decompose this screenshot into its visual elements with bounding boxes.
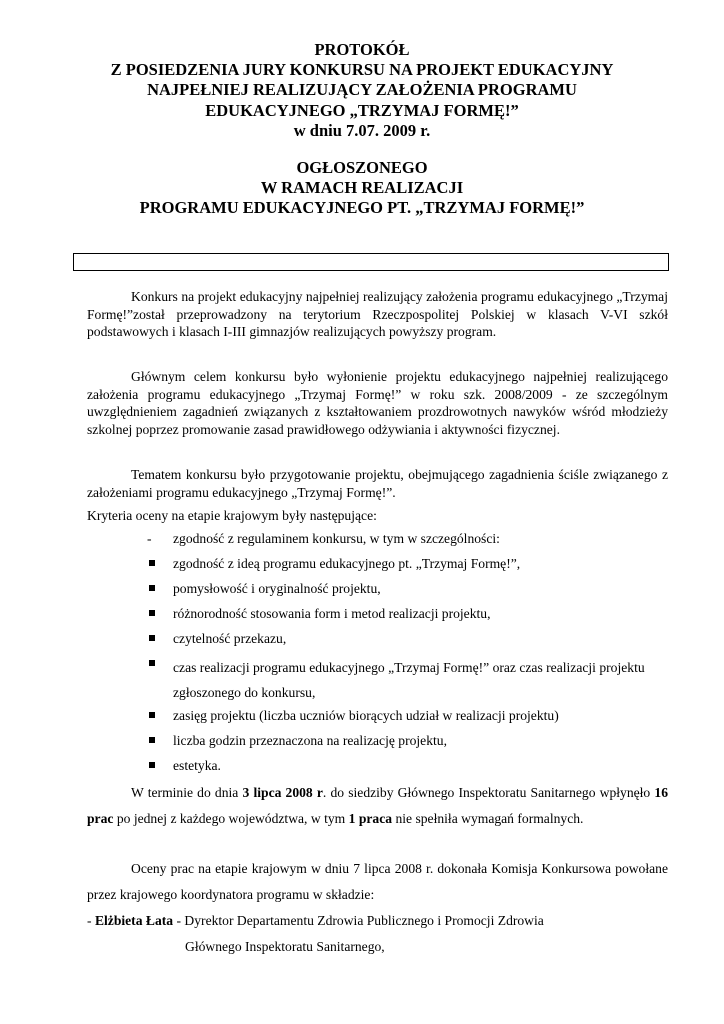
list-item (147, 732, 667, 749)
dash-bullet: - (147, 531, 152, 546)
title-line: EDUKACYJNEGO „TRZYMAJ FORMĘ!” (205, 100, 519, 120)
list-item-text: zgodność z ideą programu edukacyjnego pt. „Trzymaj Formę!”, (173, 556, 521, 571)
title-line: PROTOKÓŁ (314, 40, 410, 59)
paragraph-committee: Oceny prac na etapie krajowym w dniu 7 lipca 2008 r. dokonała Komisja Konkursowa powołane przez krajowego koordynatora programu w składzie: (87, 861, 668, 902)
list-item (147, 707, 667, 724)
square-bullet-icon (149, 635, 155, 641)
title-line: NAJPEŁNIEJ REALIZUJĄCY ZAŁOŻENIA PROGRAMU (147, 80, 577, 100)
list-item-text: zasięg projektu (liczba uczniów biorących udział w realizacji projektu) (173, 708, 559, 723)
paragraph-topic: Tematem konkursu było przygotowanie projektu, obejmującego zagadnienia ściśle związanego z założeniami programu edukacyjnego „Trzymaj Formę!”. (87, 467, 668, 500)
text-run: po jednej z każdego województwa, w tym (113, 811, 349, 826)
list-item (147, 580, 667, 597)
text-run: . do siedziby Głównego Inspektoratu Sanitarnego wpłynęło (322, 785, 655, 800)
dash-bullet: - (87, 913, 95, 928)
list-item (147, 555, 667, 572)
title-line: w dniu 7.07. 2009 r. (293, 120, 431, 140)
square-bullet-icon (149, 585, 155, 591)
title-line: Z POSIEDZENIA JURY KONKURSU NA PROJEKT EDUKACYJNY (110, 60, 614, 80)
paragraph-goal: Głównym celem konkursu było wyłonienie projektu edukacyjnego najpełniej realizującego założenia programu edukacyjnego „Trzymaj Formę!” w roku szk. 2008/2009 - ze szczególnym uwzględnieniem zagadnień związanych z kształtowaniem prozdrowotnych nawyków wśród młodzieży szkolnej poprzez promowanie zasad prawidłowego odżywiania i aktywności fizycznej. (87, 369, 668, 437)
rejected-count: 1 praca (348, 811, 393, 826)
list-item (147, 530, 667, 547)
subtitle-line: OGŁOSZONEGO (296, 158, 428, 177)
submission-count: 16 prac (87, 785, 668, 826)
subtitle-line: PROGRAMU EDUKACYJNEGO PT. „TRZYMAJ FORMĘ!” (139, 198, 585, 218)
member-line (87, 908, 687, 934)
document-subtitle (60, 158, 664, 219)
text-run: nie spełniła wymagań formalnych. (392, 811, 584, 826)
list-item-text: czas realizacji programu edukacyjnego „Trzymaj Formę!” oraz czas realizacji projektu zgłoszonego do konkursu, (173, 660, 645, 700)
square-bullet-icon (149, 712, 155, 718)
list-item (147, 655, 667, 705)
member-name: Elżbieta Łata (94, 913, 174, 928)
committee-member (87, 908, 687, 960)
deadline-date: 3 lipca 2008 r (242, 785, 323, 800)
criteria-heading: Kryteria oceny na etapie krajowym były następujące: (87, 508, 377, 523)
square-bullet-icon (149, 660, 155, 666)
square-bullet-icon (149, 762, 155, 768)
list-item-text: zgodność z regulaminem konkursu, w tym w szczególności: (173, 531, 500, 546)
square-bullet-icon (149, 737, 155, 743)
criteria-list (147, 530, 667, 782)
text-run: W terminie do dnia (131, 785, 243, 800)
document-title (60, 40, 664, 141)
subtitle-line: W RAMACH REALIZACJI (260, 178, 464, 198)
square-bullet-icon (149, 610, 155, 616)
empty-bordered-box (73, 253, 669, 271)
square-bullet-icon (149, 560, 155, 566)
paragraph-submissions (87, 780, 668, 832)
list-item (147, 757, 667, 774)
list-item (147, 605, 667, 622)
paragraph-intro: Konkurs na projekt edukacyjny najpełniej realizujący założenia programu edukacyjnego „Trzymaj Formę!”został przeprowadzony na terytorium Rzeczpospolitej Polskiej w klasach V-VI szkół podstawowych i klasach I-III gimnazjów realizujących powyższy program. (87, 289, 668, 339)
list-item-text: różnorodność stosowania form i metod realizacji projektu, (173, 606, 491, 621)
list-item-text: estetyka. (173, 758, 221, 773)
member-role-continued: Głównego Inspektoratu Sanitarnego, (185, 939, 385, 954)
list-item-text: czytelność przekazu, (173, 631, 287, 646)
list-item-text: pomysłowość i oryginalność projektu, (173, 581, 381, 596)
member-role: - Dyrektor Departamentu Zdrowia Publicznego i Promocji Zdrowia (173, 913, 544, 928)
list-item (147, 630, 667, 647)
list-item-text: liczba godzin przeznaczona na realizację projektu, (173, 733, 447, 748)
